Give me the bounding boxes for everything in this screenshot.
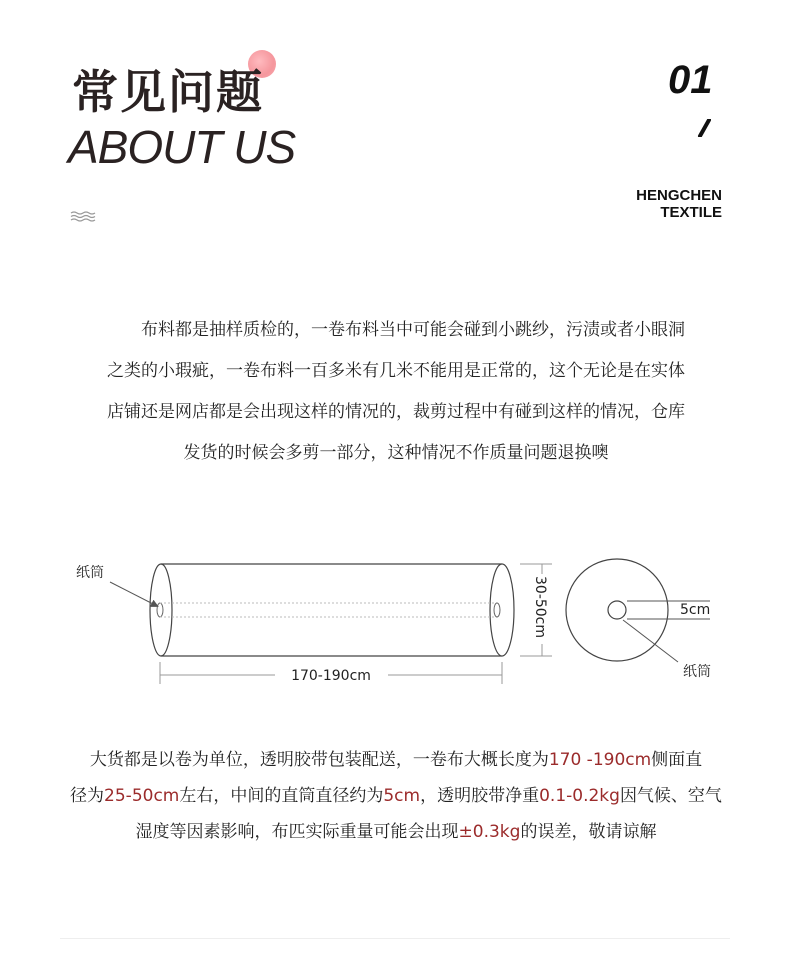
paragraph-line: 发货的时候会多剪一部分，这种情况不作质量问题退换噢	[183, 443, 609, 463]
text-segment: 的误差，敬请谅解	[520, 822, 657, 842]
weight-error-highlight: ±0.3kg	[458, 822, 521, 842]
paragraph-line: 店铺还是网店都是会出现这样的情况的，裁剪过程中有碰到这样的情况，仓库	[107, 402, 685, 422]
core-diameter-label: 5cm	[680, 602, 711, 618]
paragraph-line: 布料都是抽样质检的，一卷布料当中可能会碰到小跳纱，污渍或者小眼洞	[107, 320, 685, 340]
brand-line-2: TEXTILE	[660, 204, 722, 221]
divider	[60, 938, 730, 939]
page-title-en: ABOUT US	[68, 121, 296, 173]
quality-notice-paragraph	[60, 310, 732, 474]
slash-icon	[697, 119, 711, 137]
fabric-roll-body	[150, 564, 514, 656]
length-label: 170-190cm	[291, 668, 371, 684]
paragraph-line	[60, 814, 732, 850]
text-segment: 径为	[70, 786, 105, 806]
core-side-view	[608, 601, 626, 619]
diameter-label: 30-50cm	[532, 576, 548, 639]
text-segment: 因气候、空气	[619, 786, 722, 806]
paragraph-line	[60, 742, 732, 778]
text-segment: 大货都是以卷为单位，透明胶带包装配送，一卷布大概长度为	[89, 750, 549, 770]
text-segment: ，透明胶带净重	[420, 786, 540, 806]
text-segment: 湿度等因素影响，布匹实际重量可能会出现	[135, 822, 459, 842]
diameter-highlight: 25-50cm	[104, 786, 180, 806]
paper-tube-label-right: 纸筒	[683, 664, 711, 680]
brand-line-1: HENGCHEN	[636, 187, 722, 204]
waves-icon	[70, 210, 98, 222]
length-highlight: 170 -190cm	[548, 750, 652, 770]
core-highlight: 5cm	[383, 786, 421, 806]
text-segment: 侧面直	[651, 750, 703, 770]
brand-name	[600, 187, 722, 221]
paragraph-line	[60, 778, 732, 814]
section-number: 01	[668, 58, 713, 102]
text-segment: 左右，中间的直筒直径约为	[179, 786, 384, 806]
page-title-cn: 常见问题	[72, 65, 264, 119]
paragraph-line: 之类的小瑕疵，一卷布料一百多米有几米不能用是正常的，这个无论是在实体	[107, 361, 685, 381]
fabric-roll-diagram	[60, 540, 740, 700]
paper-tube-label-left: 纸筒	[76, 565, 104, 581]
shipping-info-paragraph	[60, 742, 732, 850]
tape-weight-highlight: 0.1-0.2kg	[539, 786, 620, 806]
